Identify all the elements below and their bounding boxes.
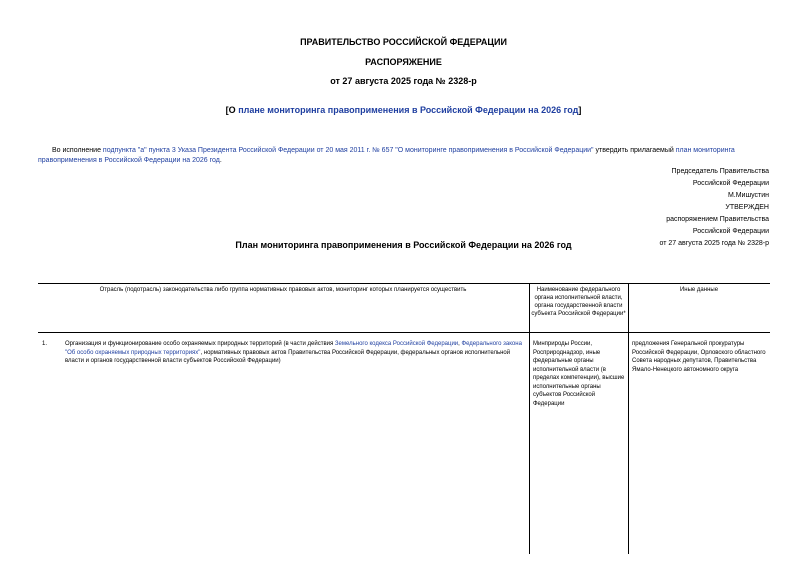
title-bracket-open: [О	[225, 105, 236, 115]
government-name: ПРАВИТЕЛЬСТВО РОССИЙСКОЙ ФЕДЕРАЦИИ	[300, 37, 507, 47]
row-sector-end: , нормативных правовых актов Правительства Российской Федерации, федеральных органов исполнительной власти и органов государственной власти субъектов Российской Федерации)	[65, 349, 511, 364]
approved-label: УТВЕРЖДЕН	[725, 204, 769, 211]
column-header-authority: Наименование федерального органа исполнительной власти, органа государственной власти субъекта Российской Федерации*	[531, 287, 626, 317]
row-sector-start: Организация и функционирование особо охраняемых природных территорий (в части действия	[65, 341, 334, 347]
signature-country: Российской Федерации	[692, 180, 769, 187]
paragraph-end: .	[219, 157, 222, 164]
signature-name: М.Мишустин	[727, 192, 769, 199]
plan-link-part2[interactable]: правоприменения в Российской Федерации на 2026 год	[38, 157, 220, 164]
table-column-divider-2	[628, 284, 629, 554]
row-sector-comma: ,	[458, 341, 460, 347]
title-bracket-close: ]	[578, 105, 582, 115]
column-header-sector: Отрасль (подотрасль) законодательства либо группа нормативных правовых актов, мониторинг которых планируется осуществить	[99, 287, 467, 293]
column-header-other: Иные данные	[679, 287, 719, 293]
row-other-data: предложения Генеральной прокуратуры Российской Федерации, Орловского областного Совета народных депутатов, Правительства Ямало-Ненецкого автономного округа	[632, 341, 766, 373]
approved-country: Российской Федерации	[692, 228, 769, 235]
signature-position: Председатель Правительства	[671, 168, 769, 175]
document-type: РАСПОРЯЖЕНИЕ	[365, 57, 442, 67]
land-code-link[interactable]: Земельного кодекса Российской Федерации	[334, 341, 459, 347]
document-date-number: от 27 августа 2025 года № 2328-р	[330, 76, 477, 86]
table-top-border	[38, 283, 770, 284]
paragraph-mid: утвердить прилагаемый	[595, 147, 674, 154]
body-paragraph	[38, 146, 770, 166]
title-link[interactable]: плане мониторинга правоприменения в Российской Федерации на 2026 год	[238, 105, 579, 115]
paragraph-start: Во исполнение	[52, 147, 101, 154]
row-sector	[65, 340, 525, 366]
federal-law-link[interactable]: Федерального закона "Об особо охраняемых природных территориях"	[65, 341, 522, 356]
plan-title: План мониторинга правоприменения в Российской Федерации на 2026 год	[235, 240, 572, 250]
signature-block	[672, 166, 769, 202]
approved-by: распоряжением Правительства	[666, 216, 769, 223]
row-authority: Минприроды России, Росприроднадзор, иные федеральные органы исполнительной власти (в пределах компетенции), высшие исполнительные органы субъектов Российской Федерации	[533, 341, 625, 407]
row-number: 1.	[42, 341, 48, 347]
table-column-divider-1	[529, 284, 530, 554]
decree-link[interactable]: подпункта "а" пункта 3 Указа Президента Российской Федерации от 20 мая 2011 г. № 657 "О мониторинге правоприменения в Российской Федерации"	[102, 147, 594, 154]
approved-date: от 27 августа 2025 года № 2328-р	[659, 240, 769, 247]
plan-link-part1[interactable]: план мониторинга	[675, 147, 735, 154]
document-title	[0, 105, 807, 115]
table-header-border	[38, 332, 770, 333]
